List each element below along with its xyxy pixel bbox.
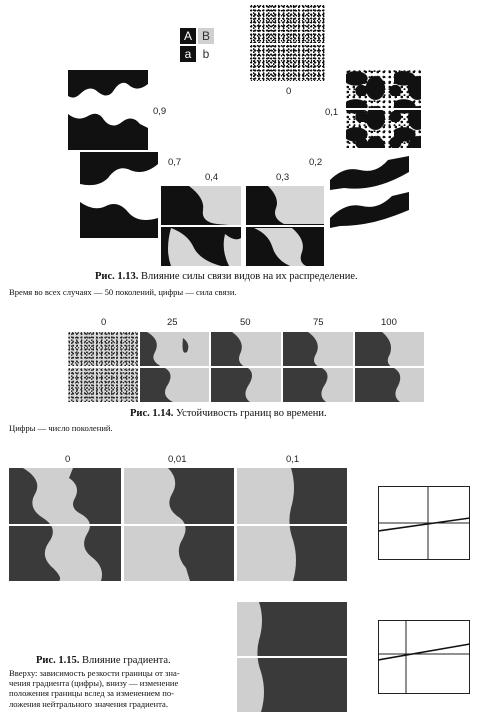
label-generation-75: 75 xyxy=(313,317,324,328)
caption-title: Влияние силы связи видов на их распределение. xyxy=(138,271,358,282)
label-coupling-0-7: 0,7 xyxy=(168,157,182,168)
gradient-plot-upper xyxy=(378,486,470,560)
panel-gradient-0-01 xyxy=(124,468,234,581)
label-coupling-0: 0 xyxy=(286,86,292,97)
label-generation-100: 100 xyxy=(381,317,397,328)
label-gradient-0-01: 0,01 xyxy=(168,454,187,465)
panel-coupling-0-2 xyxy=(330,152,409,230)
figure-1-14-caption xyxy=(130,408,327,419)
label-generation-25: 25 xyxy=(167,317,178,328)
label-coupling-0-3: 0,3 xyxy=(276,172,290,183)
label-coupling-0-9: 0,9 xyxy=(153,106,167,117)
caption-number: Рис. 1.15. xyxy=(36,655,80,666)
caption-title: Влияние градиента. xyxy=(79,655,171,666)
figure-1-14-subcaption: Цифры — число поколений. xyxy=(9,423,113,433)
label-gradient-0: 0 xyxy=(65,454,71,465)
panel-strip-generations xyxy=(68,332,424,402)
caption-number: Рис. 1.13. xyxy=(95,271,139,282)
panel-coupling-0-1 xyxy=(346,70,421,148)
subcaption-line: чения градиента (цифры), внизу — изменение xyxy=(9,678,179,689)
caption-number: Рис. 1.14. xyxy=(130,408,174,419)
legend-B: B xyxy=(198,28,214,44)
panel-gradient-shifted xyxy=(237,602,347,712)
caption-title: Устойчивость границ во времени. xyxy=(173,408,327,419)
gradient-plot-lower xyxy=(378,620,470,694)
label-coupling-0-2: 0,2 xyxy=(309,157,323,168)
panel-gradient-0 xyxy=(9,468,121,581)
panel-gradient-0-1 xyxy=(237,468,347,581)
figure-1-13-caption xyxy=(95,271,358,282)
legend-b: b xyxy=(198,46,214,62)
figure-1-15-caption xyxy=(36,655,171,666)
legend-A: A xyxy=(180,28,196,44)
panel-coupling-0 xyxy=(250,5,325,81)
panel-coupling-0-3 xyxy=(246,186,324,266)
panel-coupling-0-4 xyxy=(161,186,241,266)
label-generation-50: 50 xyxy=(240,317,251,328)
figure-1-13-subcaption: Время во всех случаях — 50 поколений, цифры — сила связи. xyxy=(9,287,237,297)
subcaption-line: Вверху: зависимость резкости границы от зна- xyxy=(9,668,180,678)
panel-coupling-0-7 xyxy=(80,152,158,238)
label-coupling-0-1: 0,1 xyxy=(325,107,339,118)
label-coupling-0-4: 0,4 xyxy=(205,172,219,183)
label-generation-0: 0 xyxy=(101,317,107,328)
subcaption-line: положения границы вслед за изменением по- xyxy=(9,688,175,699)
panel-coupling-0-9 xyxy=(68,70,148,150)
subcaption-line: ложения нейтрального значения градиента. xyxy=(9,698,168,709)
figure-1-15-subcaption xyxy=(9,668,234,709)
label-gradient-0-1: 0,1 xyxy=(286,454,300,465)
legend-a: a xyxy=(180,46,196,62)
